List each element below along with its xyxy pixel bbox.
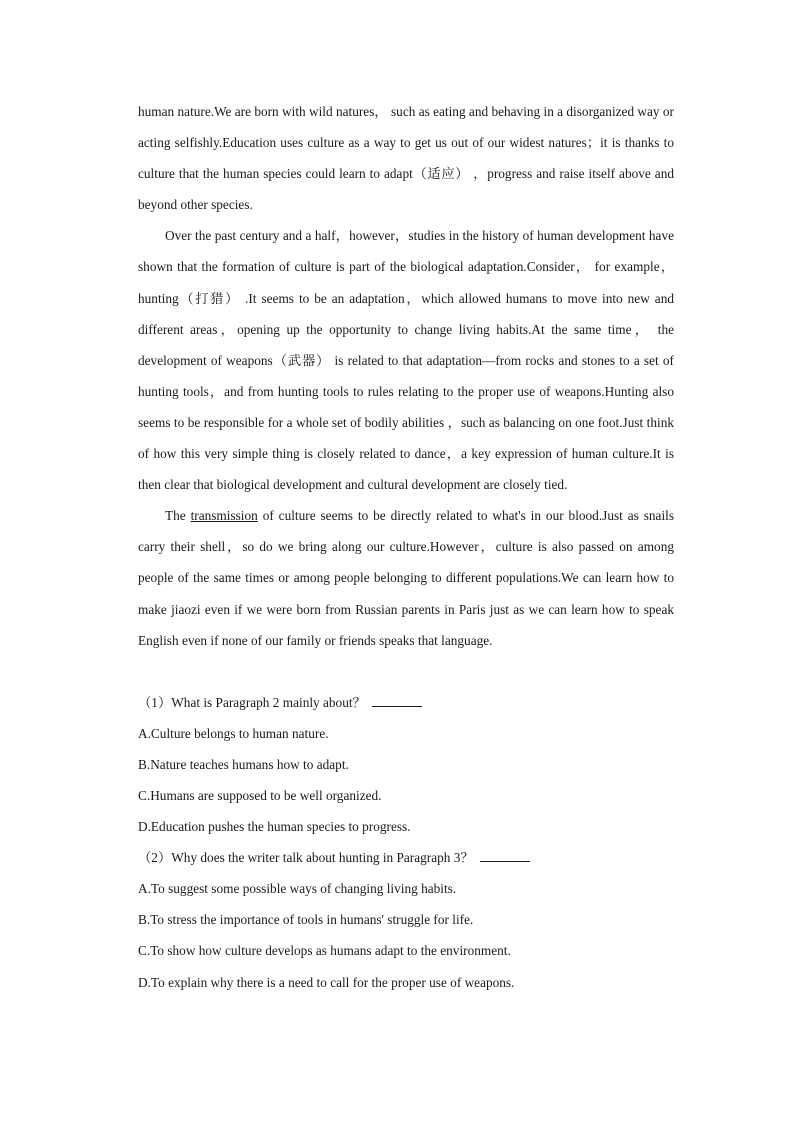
paragraph-3-body: of culture seems to be directly related to what's in our blood.Just as snails carry their shell，so do we bring along our culture.However，culture is also passed on among people of the same times or among people belonging to different populations.We can learn how to make jiaozi even if we were born from Russian parents in Paris just as we can learn how to speak English even if none of our family or friends speaks that language. [138,508,675,648]
question-1-stem-text: （1）What is Paragraph 2 mainly about？ [138,694,366,710]
option-a: A.To suggest some possible ways of changing living habits. [138,881,457,897]
question-stem [138,842,674,873]
answer-blank[interactable] [372,692,422,707]
spacer [138,656,674,687]
question-stem [138,687,674,718]
option-d: D.To explain why there is a need to call for the proper use of weapons. [138,974,515,990]
passage-paragraph-2: Over the past century and a half，however，studies in the history of human development have shown that the formation of culture is part of the biological adaptation.Consider， for example，hunting（打猎） .It seems to be an adaptation，which allowed humans to move into new and different areas，opening up the opportunity to change living habits.At the same time， the development of weapons（武器） is related to that adaptation—from rocks and stones to a set of hunting tools，and from hunting tools to rules relating to the proper use of weapons.Hunting also seems to be responsible for a whole set of bodily abilities ，such as balancing on one foot.Just think of how this very simple thing is closely related to dance，a key expression of human culture.It is then clear that biological development and cultural development are closely tied. [138,228,674,493]
option-c: C.To show how culture develops as humans adapt to the environment. [138,943,511,959]
question-1 [138,687,674,842]
option-b: B.Nature teaches humans how to adapt. [138,756,349,772]
question-2-stem-text: （2）Why does the writer talk about hunting in Paragraph 3？ [138,850,474,866]
passage-paragraph-3 [138,500,674,655]
option-b: B.To stress the importance of tools in humans' struggle for life. [138,912,474,928]
underlined-term: transmission [190,508,258,524]
paragraph-3-lead: The [165,508,191,524]
option-c: C.Humans are supposed to be well organized. [138,787,382,803]
passage-paragraph-1: human nature.We are born with wild natures， such as eating and behaving in a disorganized way or acting selfishly.Education uses culture as a way to get us out of our widest natures；it is thanks to culture that the human species could learn to adapt（适应） ，progress and raise itself above and beyond other species. [138,104,674,213]
document-page [138,96,674,998]
option-a: A.Culture belongs to human nature. [138,725,329,741]
question-2 [138,842,674,997]
answer-blank[interactable] [480,847,530,862]
option-d: D.Education pushes the human species to progress. [138,819,411,835]
